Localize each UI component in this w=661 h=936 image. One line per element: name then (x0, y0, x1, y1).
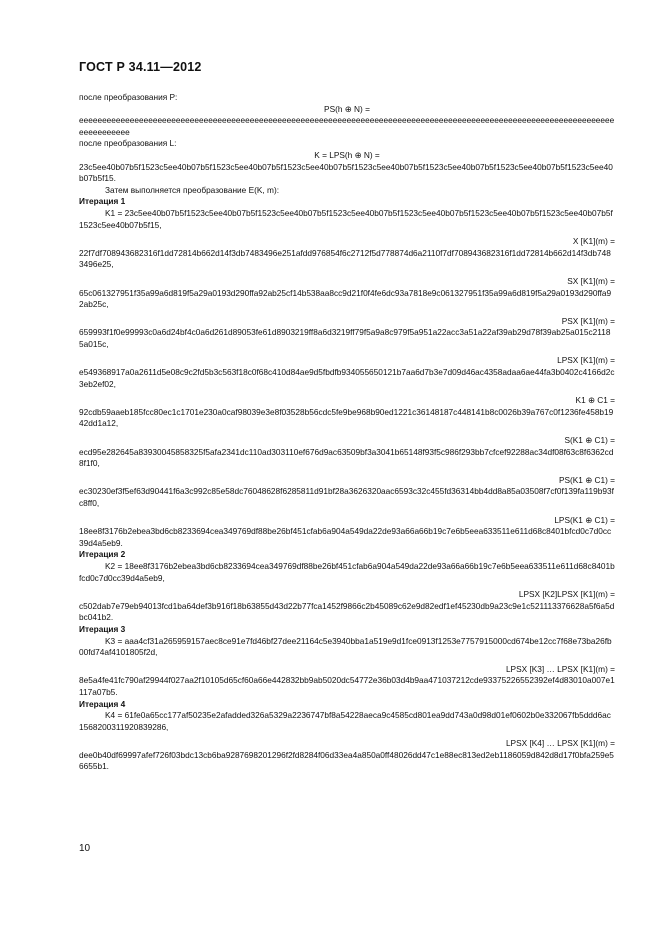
sx-formula: SX [K1](m) = (567, 275, 615, 286)
lpsx2-value: c502dab7e79eb94013fcd1ba64def3b916f18b63855d43d22b77fca1452f9866c2b45089c62e9d82edf1ef45230db9a23c9e1c521113376628a5f6a5dbc041b2. (79, 600, 615, 623)
x-formula: X [K1](m) = (572, 236, 615, 247)
k3-line: K3 = aaa4cf31a265959157aec8ce91e7fd46bf27dee21164c5e3940bba1a519e9d1fce0913f1253e7757915000cd674be12cc7f68e73ba26fb00fd74af4101805f2d, (79, 635, 612, 658)
l-formula: K = LPS(h ⊕ N) = (314, 149, 380, 160)
lps-value: 18ee8f3176b2ebea3bd6cb8233694cea349769df88be26bf451cfab6a904a549da22de93a66a66b19c7e6b5eea633511e611d68c8401bfcd0c7d0cc39d4a5eb9. (79, 526, 612, 548)
after-p-label: после преобразования P: (79, 92, 178, 102)
k1-line: K1 = 23c5ee40b07b5f1523c5ee40b07b5f1523c5ee40b07b5f1523c5ee40b07b5f1523c5ee40b07b5f1523c5ee40b07b5f1523c5ee40b07b5f1523c5ee40b07b5f15, (79, 207, 613, 230)
ps-formula: PS(K1 ⊕ C1) = (558, 474, 615, 485)
ps-value: ec30230ef3f5ef63d90441f6a3c992c85e58dc76048628f6285811d91bf28a3626320aac6593c32c455fd36314bb4dd8a85a03508f7cf0f139fa119b93fc8ff0, (79, 486, 614, 508)
sx-value: 65c061327951f35a99a6d819f5a29a0193d290ffa92ab25cf14b538aa8cc9d21f0f4fe6dc93a7818e9c061327951f35a99a6d819f5a29a0193d290ffa92ab25c, (79, 287, 612, 310)
psx-formula: PSX [K1](m) = (561, 315, 615, 326)
lpsx4-value: dee0b40df69997afef726f03bdc13cb6ba9287698201296f2fd8284f06d33ea4a850a0ff48026dd47c1e88ec813ed2eb1186059d842d8d17f0bfa259e56655b1. (79, 749, 614, 772)
lps-formula: LPS(K1 ⊕ C1) = (554, 514, 615, 525)
iteration-4-heading: Итерация 4 (79, 698, 126, 709)
k1-xor-c1-value: 92cdb59aaeb185fcc80ec1c1701e230a0caf98039e3e8f03528b56cdc5fe9be968b90ed1221c36148187c448141b8c0026b39a767c0f1236fe458b1942dd1a12, (79, 406, 614, 429)
k1-xor-c1-formula: K1 ⊕ C1 = (575, 395, 615, 406)
p-formula: PS(h ⊕ N) = (324, 103, 370, 114)
k2-line: K2 = 18ee8f3176b2ebea3bd6cb8233694cea349769df88be26bf451cfab6a904a549da22de93a66a66b19c7e6b5eea633511e611d68c8401bfcd0c7d0cc39d4a5eb9, (79, 560, 615, 583)
lpsx3-formula: LPSX [K3] … LPSX [K1](m) = (505, 663, 615, 674)
then-text: Затем выполняется преобразование E(K, m): (105, 184, 280, 195)
k4-line: K4 = 61fe0a65cc177af50235e2afadded326a5329a2236747bf8a54228aeca9c4585cd801ea9dd743a0d98d01ef0602b0e332067fb5ddd6ac1568200311920839286, (79, 710, 611, 732)
iteration-2-heading: Итерация 2 (79, 549, 126, 560)
lpsx-formula: LPSX [K1](m) = (557, 355, 615, 366)
lpsx2-formula: LPSX [K2]LPSX [K1](m) = (518, 589, 615, 600)
document-header: ГОСТ Р 34.11—2012 (79, 60, 202, 74)
l-value: 23c5ee40b07b5f1523c5ee40b07b5f1523c5ee40b07b5f1523c5ee40b07b5f1523c5ee40b07b5f1523c5ee40b07b5f1523c5ee40b07b5f1523c5ee40b07b5f15. (79, 161, 613, 184)
lpsx-value: e549368917a0a2611d5e08c9c2fd5b3c563f18c0f68c410d84ae9d5fbdfb934055650121b7aa6d7b3e7d09d46ac4358adaa6ae44fa3b0402c4166d2c3eb2ef02, (79, 367, 615, 389)
psx-value: 659993f1f0e99993c0a6d24bf4c0a6d261d89053fe61d8903219ff8a6d3219ff79f5a9a8c979f5a951a22acc3a51a22af39ab29d78f39ab25a015c21185a015c, (79, 327, 611, 349)
iteration-3-heading: Итерация 3 (79, 623, 126, 634)
page-number: 10 (79, 843, 91, 854)
s-formula: S(K1 ⊕ C1) = (564, 435, 615, 446)
lpsx3-value: 8e5a4fe41fc790af29944f027aa2f10105d65cf60a66e442832bb9ab5020dc54772e36b03d4b9aa471037212cde93375226552392ef4d83010a007e1117a07b5. (79, 675, 615, 697)
lpsx4-formula: LPSX [K4] … LPSX [K1](m) = (505, 738, 615, 749)
document-body (79, 92, 615, 773)
p-value: eeeeeeeeeeeeeeeeeeeeeeeeeeeeeeeeeeeeeeeeeeeeeeeeeeeeeeeeeeeeeeeeeeeeeeeeeeeeeeeeeeeeeeeeeeeeeeeeeeeeeeeeeeeeeeeeeeeeeeeeeeeeeee (79, 115, 615, 137)
after-l-label: после преобразования L: (79, 138, 177, 149)
s-value: ecd95e282645a83930045858325f5afa2341dc110ad303110ef676d9ac63509bf3a3041b65148f93f5c986f293bb7cfcef92288ac34df08f63c8f6362cd8f1f0, (79, 446, 614, 469)
x-value: 22f7df708943682316f1dd72814b662d14f3db7483496e251afdd976854f6c2712f5d778874d6a2110f7df708943682316f1dd72814b662d14f3db7483496e25, (79, 247, 611, 270)
iteration-1-heading: Итерация 1 (79, 196, 126, 207)
